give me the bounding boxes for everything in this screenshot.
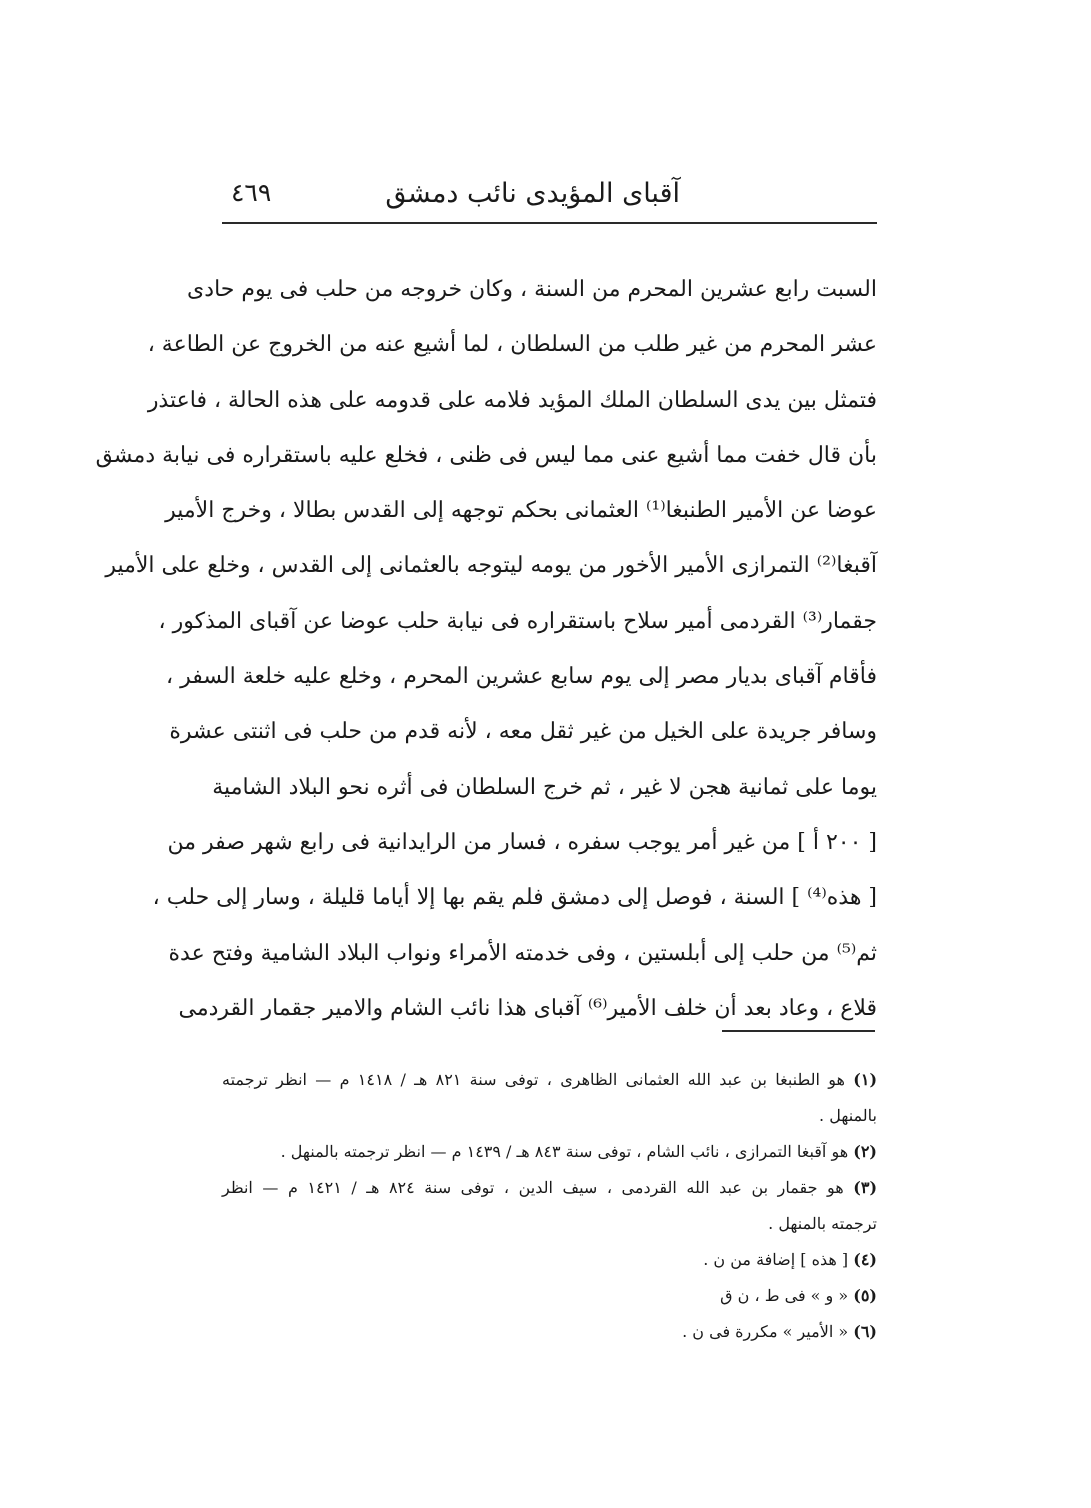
text-line: فأقام آقباى بديار مصر إلى يوم سابع عشرين المحرم ، وخلع عليه خلعة السفر ،: [165, 664, 877, 690]
footnote-marker: (١): [853, 1070, 878, 1089]
text-line: آقبغا⁽²⁾ التمرازى الأمير الأخور من يومه ليتوجه بالعثمانى إلى القدس ، وخلع على الأمير: [105, 553, 877, 579]
text-line: بأن قال خفت مما أشيع عنى مما ليس فى ظنى ، فخلع عليه باستقراره فى نيابة دمشق: [95, 442, 877, 468]
text-line: السبت رابع عشرين المحرم من السنة ، وكان خروجه من حلب فى يوم حادى: [187, 277, 877, 302]
text-line: قلاع ، وعاد بعد أن خلف الأمير⁽⁶⁾ آقباى هذا نائب الشام والامير جقمار القردمى: [178, 995, 877, 1021]
page-number: ٤٦٩: [231, 178, 272, 207]
header-rule: [222, 222, 877, 224]
main-text: [95, 262, 877, 1036]
footnotes: [222, 1062, 877, 1350]
text-line: [ هذه⁽⁴⁾ ] السنة ، فوصل إلى دمشق فلم يقم بها إلا أياما قليلة ، وسار إلى حلب ،: [152, 885, 877, 911]
footnote-1-continuation: بالمنهل .: [819, 1106, 877, 1125]
footnote-4: [222, 1242, 877, 1278]
footnote-marker: (٦): [853, 1322, 877, 1341]
footnote-text: هو جقمار بن عبد الله القردمى ، سيف الدين ، توفى سنة ٨٢٤ هـ / ١٤٢١ م — انظر: [222, 1178, 844, 1197]
footnote-text: « الأمير » مكررة فى ن .: [682, 1322, 849, 1341]
text-line: [ ٢٠٠ أ ] من غير أمر يوجب سفره ، فسار من الرايدانية فى رابع شهر صفر من: [167, 829, 877, 855]
footnote-text: « و » فى ط ، ن ق: [720, 1286, 849, 1305]
footnote-rule: [722, 1030, 875, 1032]
footnote-2: [222, 1134, 877, 1170]
footnote-marker: (٥): [853, 1286, 877, 1305]
text-line: عشر المحرم من غير طلب من السلطان ، لما أشيع عنه من الخروج عن الطاعة ،: [147, 332, 877, 358]
footnote-3-continuation: ترجمته بالمنهل .: [768, 1214, 877, 1233]
running-header: [225, 178, 875, 218]
running-title: آقباى المؤيدى نائب دمشق: [385, 178, 680, 209]
footnote-text: هو الطنبغا بن عبد الله العثمانى الظاهرى ، توفى سنة ٨٢١ هـ / ١٤١٨ م — انظر ترجمته: [222, 1070, 845, 1089]
footnote-1: [222, 1062, 877, 1098]
footnote-5: [222, 1278, 877, 1314]
text-line: ثم⁽⁵⁾ من حلب إلى أبلستين ، وفى خدمته الأمراء ونواب البلاد الشامية وفتح عدة: [168, 940, 877, 966]
text-line: عوضا عن الأمير الطنبغا⁽¹⁾ العثمانى بحكم توجهه إلى القدس بطالا ، وخرج الأمير: [165, 498, 877, 524]
footnote-text: هو آقبغا التمرازى ، نائب الشام ، توفى سنة ٨٤٣ هـ / ١٤٣٩ م — انظر ترجمته بالمنهل .: [280, 1142, 849, 1161]
text-line: جقمار⁽³⁾ القردمى أمير سلاح باستقراره فى نيابة حلب عوضا عن آقباى المذكور ،: [158, 608, 877, 634]
text-line: يوما على ثمانية هجن لا غير ، ثم خرج السلطان فى أثره نحو البلاد الشامية: [212, 774, 877, 800]
footnote-marker: (٢): [853, 1142, 877, 1161]
footnote-6: [222, 1314, 877, 1350]
footnote-marker: (٣): [853, 1178, 878, 1197]
footnote-marker: (٤): [853, 1250, 877, 1269]
text-line: فتمثل بين يدى السلطان الملك المؤيد فلامه على قدومه على هذه الحالة ، فاعتذر: [147, 387, 877, 413]
footnote-3: [222, 1170, 877, 1206]
text-line: وسافر جريدة على الخيل من غير ثقل معه ، لأنه قدم من حلب فى اثنتى عشرة: [169, 719, 877, 745]
footnote-text: [ هذه ] إضافة من ن .: [703, 1250, 849, 1269]
